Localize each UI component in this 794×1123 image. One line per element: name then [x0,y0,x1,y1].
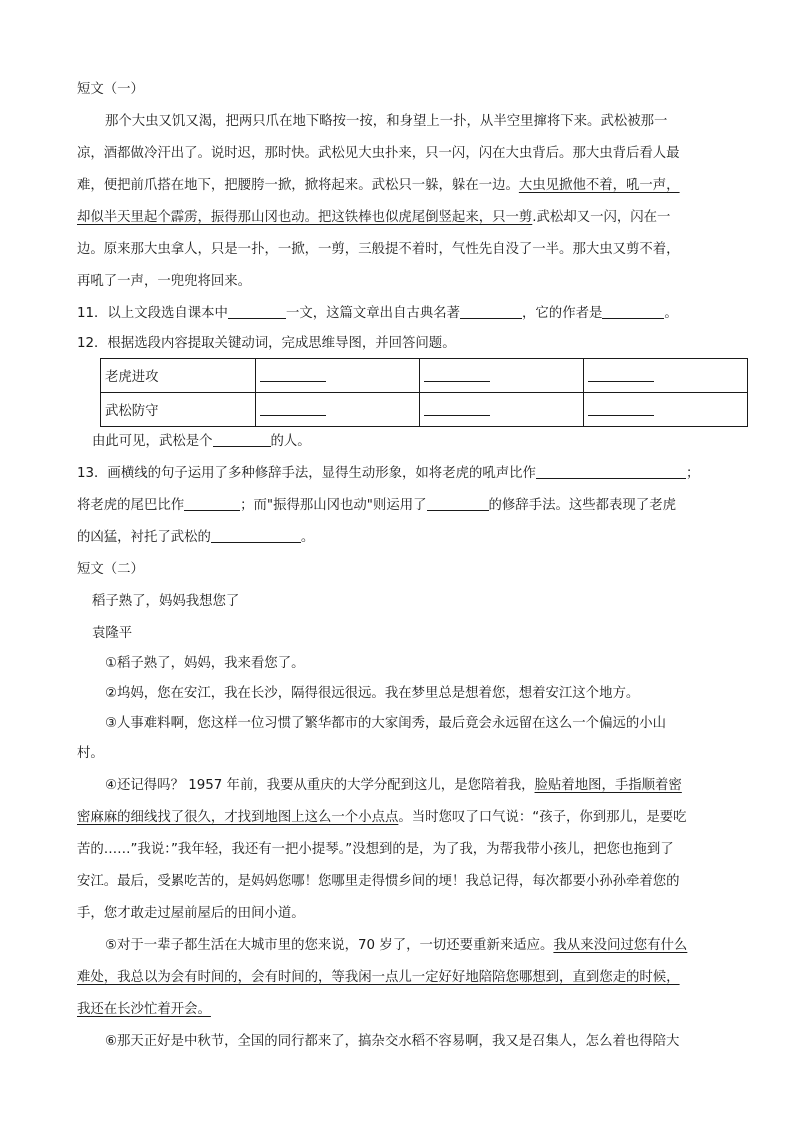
paragraph-2: ②坞妈，您在安江，我在长沙，隔得很远很远。我在梦里总是想着您，想着安江这个地方。 [105,686,640,701]
row-label: 老虎进攻 [101,359,256,393]
q13-text: 。 [300,530,315,545]
q13-text: 将老虎的尾巴比作 [77,498,185,513]
question-13 [77,496,676,516]
answer-blank[interactable] [588,367,654,382]
paragraph-3: ③人事难料啊，您这样一位习惯了繁华都市的大家闺秀，最后竟会永远留在这么一个偏远的小山 [105,716,667,731]
article-author: 袁隆平 [92,626,133,641]
paragraph-4: 苦的……”我说：”我年轻，我还有一把小提琴。”没想到的是，为了我，为帮我带小孩儿，把您也拖到了 [77,842,674,857]
question-11 [77,304,678,324]
answer-blank[interactable] [588,401,654,416]
paragraph-4 [77,808,687,828]
paragraph-5 [105,936,687,956]
paragraph-3: 村。 [77,746,104,761]
underlined-sentence: 我从来没问过您有什么 [553,938,688,953]
q11-text: 。 [664,306,678,321]
section1-line: 那个大虫又饥又渴，把两只爪在地下略按一按，和身望上一扑，从半空里撺将下来。武松被那一 [105,114,668,129]
paragraph-4 [105,776,682,796]
question-13 [77,528,314,548]
underlined-sentence: 难处，我总以为会有时间的，会有时间的，等我闲一点儿一定好好地陪陪您哪想到，直到您走的时候， [77,970,680,985]
answer-blank[interactable] [424,367,490,382]
section2-heading: 短文（二） [77,562,144,577]
paragraph-1: ①稻子熟了，妈妈，我来看您了。 [105,656,305,671]
table-cell [420,359,584,393]
q12-text: 的人。 [270,434,311,449]
article-title: 稻子熟了，妈妈我想您了 [92,594,240,609]
table-row [101,359,748,393]
mind-map-table [100,358,748,427]
section1-line [77,208,670,228]
q11-text: 11．以上文段选自课本中 [77,306,228,321]
section1-line: 再吼了一声，一兜兜将回来。 [77,274,252,289]
paragraph-5 [77,1000,211,1020]
question-12: 12．根据选段内容提取关键动词，完成思维导图，并回答问题。 [77,336,456,351]
p5-text: ⑤对于一辈子都生活在大城市里的您来说，70 岁了，一切还要重新来适应。 [105,938,554,953]
answer-blank[interactable] [228,304,286,319]
row-label: 武松防守 [101,393,256,427]
section1-line [77,176,680,196]
table-cell [256,359,420,393]
q13-text: ； [685,466,700,481]
table-row [101,393,748,427]
answer-blank[interactable] [260,401,326,416]
answer-blank[interactable] [424,401,490,416]
table-cell [420,393,584,427]
q12-conclusion [92,432,311,452]
answer-blank[interactable] [211,528,301,543]
underlined-sentence: 我还在长沙忙着开会。 [77,1002,211,1017]
answer-blank[interactable] [184,496,240,511]
q12-text: 由此可见，武松是个 [92,434,213,449]
answer-blank[interactable] [536,464,686,479]
q11-text: 一文，这篇文章出自古典名著 [285,306,461,321]
underlined-sentence: 却似半天里起个霹雳，振得那山冈也动。把这铁棒也似虎尾倒竖起来，只一剪 [77,210,533,225]
paragraph-4: 安江。最后，受累吃苦的，是妈妈您哪！您哪里走得惯乡间的埂！我总记得，每次都要小孙孙牵着您的 [77,874,680,889]
q13-text: ；而"振得那山冈也动"则运用了 [240,498,427,513]
paragraph-6: ⑥那天正好是中秋节，全国的同行都来了，搞杂交水稻不容易啊，我又是召集人，怎么着也得陪大 [105,1034,680,1049]
section1-line: 凉，酒都做冷汗出了。说时迟，那时快。武松见大虫扑来，只一闪，闪在大虫背后。那大虫背后看人最 [77,146,680,161]
underlined-sentence: 密麻麻的细线找了很久，才找到地图上这么一个小点点 [77,810,399,825]
answer-blank[interactable] [260,367,326,382]
answer-blank[interactable] [460,304,522,319]
answer-blank[interactable] [427,496,489,511]
table-cell [584,393,748,427]
underlined-sentence: 脸贴着地图，手指顺着密 [534,778,682,793]
section1-heading: 短文（一） [77,82,144,97]
q13-text: 的凶猛，衬托了武松的 [77,530,211,545]
q11-text: ，它的作者是 [522,306,603,321]
underlined-sentence: 大虫见掀他不着，吼一声， [518,178,680,193]
section1-line: 边。原来那大虫拿人，只是一扑，一掀，一剪，三般提不着时，气性先自没了一半。那大虫又剪不着， [77,242,680,257]
table-cell [256,393,420,427]
q13-text: 的修辞手法。这些都表现了老虎 [488,498,676,513]
p4-text: ④还记得吗？ 1957 年前，我要从重庆的大学分配到这儿，是您陪着我， [105,778,535,793]
section1-text: .武松却又一闪，闪在一 [532,210,671,225]
q13-text: 13．画横线的句子运用了多种修辞手法，显得生动形象，如将老虎的吼声比作 [77,466,536,481]
answer-blank[interactable] [602,304,664,319]
answer-blank[interactable] [213,432,271,447]
paragraph-4: 手，您才敢走过屋前屋后的田间小道。 [77,906,305,921]
p4-text: 。当时您叹了口气说：“孩子，你到那儿，是要吃 [398,810,687,825]
table-cell [584,359,748,393]
question-13 [77,464,699,484]
section1-text: 难，便把前爪搭在地下，把腰胯一掀，掀将起来。武松只一躲，躲在一边。 [77,178,519,193]
paragraph-5 [77,968,680,988]
